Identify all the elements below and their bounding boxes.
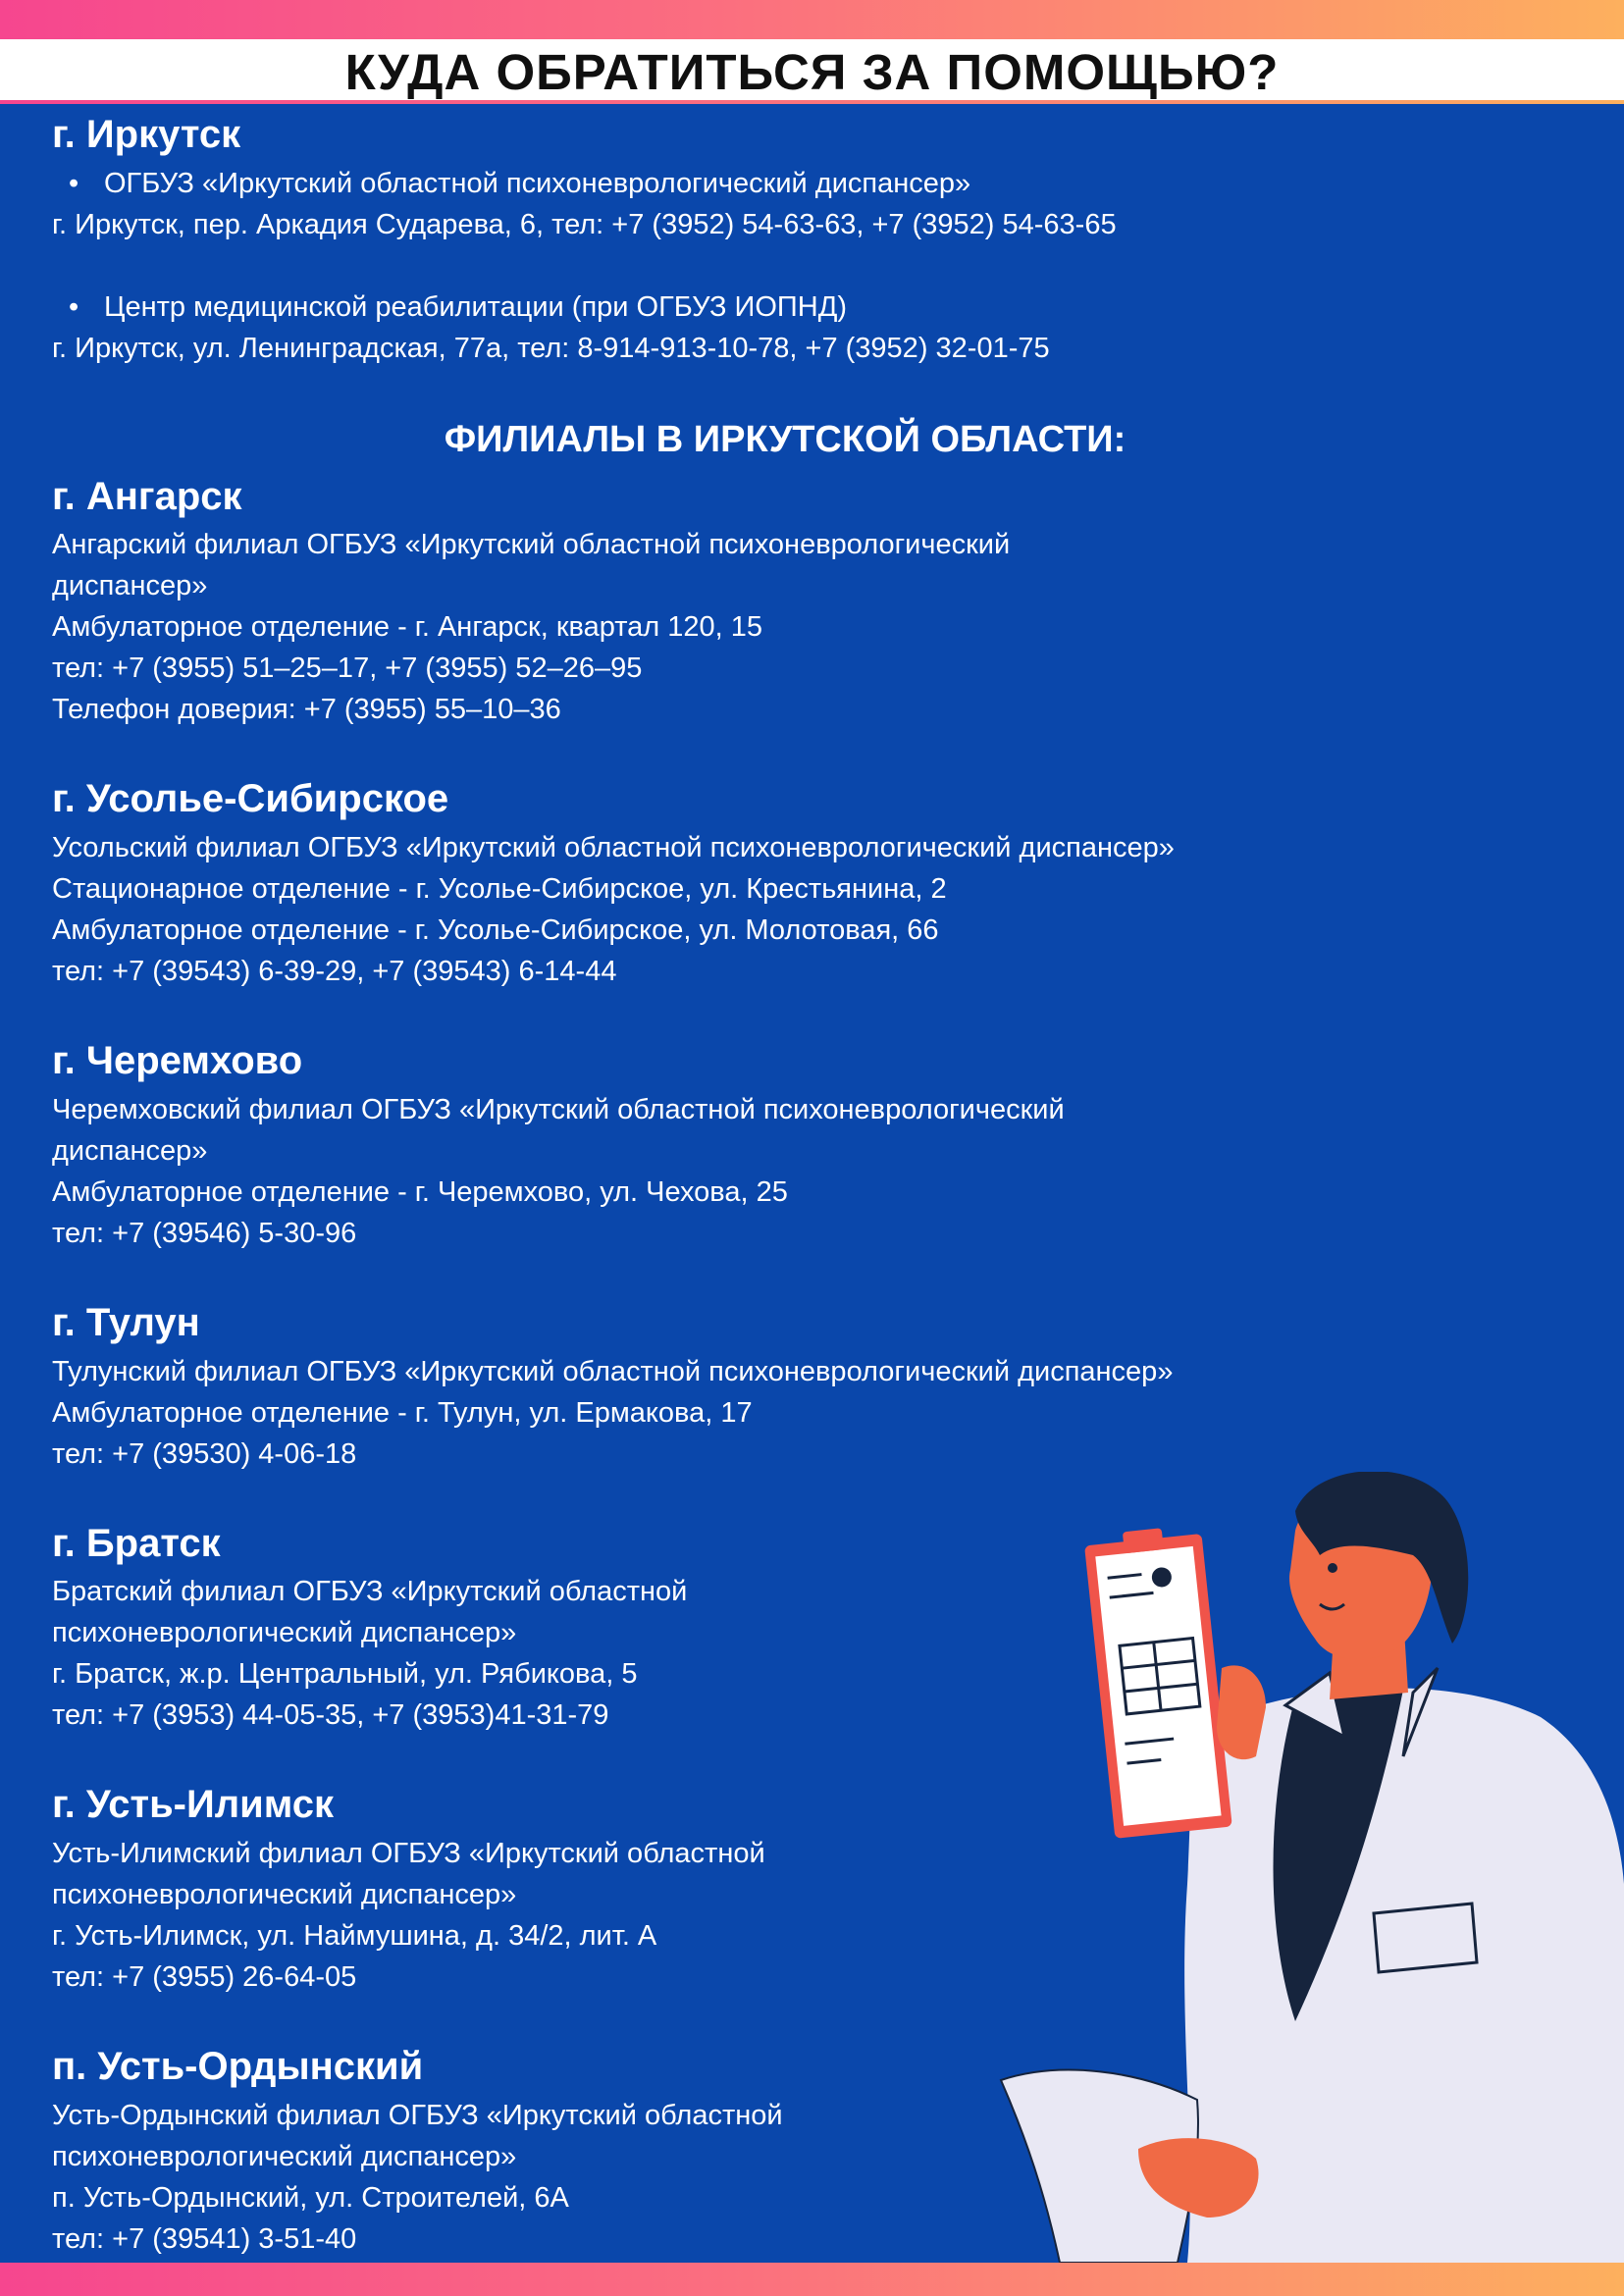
branch-line: Амбулаторное отделение - г. Усолье-Сибирское, ул. Молотовая, 66: [52, 914, 939, 946]
branch-line: Стационарное отделение - г. Усолье-Сибирское, ул. Крестьянина, 2: [52, 873, 947, 905]
city-heading-ust-ilimsk: г. Усть-Илимск: [52, 1783, 335, 1826]
branches-heading: ФИЛИАЛЫ В ИРКУТСКОЙ ОБЛАСТИ:: [444, 419, 1126, 460]
branch-line: Ангарский филиал ОГБУЗ «Иркутский областной психоневрологический: [52, 529, 1011, 560]
irkutsk-entry-1-address: г. Иркутск, пер. Аркадия Сударева, 6, тел: +7 (3952) 54-63-63, +7 (3952) 54-63-65: [52, 209, 1117, 240]
city-heading-cheremkhovo: г. Черемхово: [52, 1039, 303, 1082]
branch-line: психоневрологический диспансер»: [52, 1879, 517, 1910]
branch-line: тел: +7 (39546) 5-30-96: [52, 1218, 357, 1249]
city-heading-ust-ordynsky: п. Усть-Ордынский: [52, 2045, 424, 2088]
branch-line: тел: +7 (39541) 3-51-40: [52, 2223, 357, 2255]
city-heading-usolye: г. Усолье-Сибирское: [52, 777, 449, 820]
page-title: КУДА ОБРАТИТЬСЯ ЗА ПОМОЩЬЮ?: [0, 39, 1624, 100]
branch-line: Черемховский филиал ОГБУЗ «Иркутский областной психоневрологический: [52, 1094, 1065, 1125]
branch-line: психоневрологический диспансер»: [52, 2141, 517, 2172]
branch-line: Амбулаторное отделение - г. Черемхово, ул. Чехова, 25: [52, 1176, 788, 1208]
branch-line: Усть-Илимский филиал ОГБУЗ «Иркутский областной: [52, 1838, 765, 1869]
city-heading-tulun: г. Тулун: [52, 1301, 200, 1344]
branch-line: Амбулаторное отделение - г. Тулун, ул. Ермакова, 17: [52, 1397, 753, 1429]
bottom-gradient-bar: [0, 2263, 1624, 2296]
branch-line: тел: +7 (39530) 4-06-18: [52, 1438, 357, 1470]
irkutsk-entry-1-name: • ОГБУЗ «Иркутский областной психоневрологический диспансер»: [73, 163, 970, 204]
branch-line: п. Усть-Ордынский, ул. Строителей, 6А: [52, 2182, 569, 2214]
branch-line: тел: +7 (39543) 6-39-29, +7 (39543) 6-14-44: [52, 956, 617, 987]
branch-line: Усольский филиал ОГБУЗ «Иркутский областной психоневрологический диспансер»: [52, 832, 1175, 863]
branch-line: Братский филиал ОГБУЗ «Иркутский областной: [52, 1576, 688, 1607]
city-heading-angarsk: г. Ангарск: [52, 475, 242, 518]
irkutsk-entry-2-name: • Центр медицинской реабилитации (при ОГБУЗ ИОПНД): [73, 287, 847, 328]
branch-line: тел: +7 (3955) 51–25–17, +7 (3955) 52–26–95: [52, 652, 643, 684]
branch-line: диспансер»: [52, 1135, 208, 1167]
irkutsk-entry-2-address: г. Иркутск, ул. Ленинградская, 77а, тел: 8-914-913-10-78, +7 (3952) 32-01-75: [52, 333, 1050, 364]
branch-line: Амбулаторное отделение - г. Ангарск, квартал 120, 15: [52, 611, 763, 643]
branch-line: Усть-Ордынский филиал ОГБУЗ «Иркутский областной: [52, 2100, 783, 2131]
branch-line: тел: +7 (3953) 44-05-35, +7 (3953)41-31-79: [52, 1699, 609, 1731]
branch-line: г. Братск, ж.р. Центральный, ул. Рябикова, 5: [52, 1658, 638, 1690]
city-heading-bratsk: г. Братск: [52, 1522, 221, 1565]
branch-line: диспансер»: [52, 570, 208, 601]
branch-line: г. Усть-Илимск, ул. Наймушина, д. 34/2, лит. А: [52, 1920, 657, 1952]
branch-line: тел: +7 (3955) 26-64-05: [52, 1961, 357, 1993]
doctor-with-clipboard-illustration: [942, 1472, 1624, 2263]
city-heading-irkutsk: г. Иркутск: [52, 113, 241, 156]
branch-line: Телефон доверия: +7 (3955) 55–10–36: [52, 694, 561, 725]
branch-line: психоневрологический диспансер»: [52, 1617, 517, 1648]
branch-line: Тулунский филиал ОГБУЗ «Иркутский областной психоневрологический диспансер»: [52, 1356, 1174, 1387]
